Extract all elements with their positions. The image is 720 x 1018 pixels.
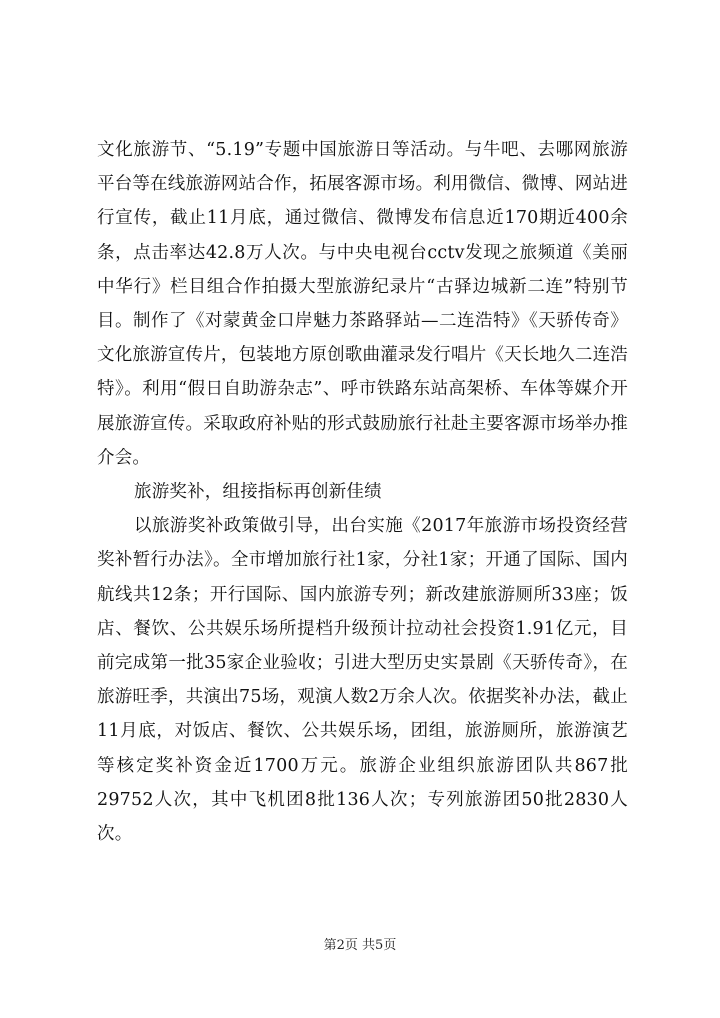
page-number-footer: 第2页 共5页: [323, 938, 397, 953]
document-body: [97, 133, 628, 851]
paragraph-subsidy-results: 以旅游奖补政策做引导，出台实施《2017年旅游市场投资经营奖补暂行办法》。全市增加旅行社1家，分社1家；开通了国际、国内航线共12条；开行国际、国内旅游专列；新改建旅游厕所33座；饭店、餐饮、公共娱乐场所提档升级预计拉动社会投资1.91亿元，目前完成第一批35家企业验收；引进大型历史实景剧《天骄传奇》，在旅游旺季，共演出75场，观演人数2万余人次。依据奖补办法，截止11月底，对饭店、餐饮、公共娱乐场，团组，旅游厕所，旅游演艺等核定奖补资金近1700万元。旅游企业组织旅游团队共867批29752人次，其中飞机团8批136人次；专列旅游团50批2830人次。: [97, 516, 628, 845]
section-heading-tourism-subsidy: 旅游奖补，组接指标再创新佳绩: [134, 482, 382, 503]
paragraph-promotion: 文化旅游节、“5.19”专题中国旅游日等活动。与牛吧、去哪网旅游平台等在线旅游网站合作，拓展客源市场。利用微信、微博、网站进行宣传，截止11月底，通过微信、微博发布信息近170期近400余条，点击率达42.8万人次。与中央电视台cctv发现之旅频道《美丽中华行》栏目组合作拍摄大型旅游纪录片“古驿边城新二连”特别节目。制作了《对蒙黄金口岸魅力茶路驿站—二连浩特》《天骄传奇》文化旅游宣传片，包装地方原创歌曲灌录发行唱片《天长地久二连浩特》。利用“假日自助游杂志”、呼市铁路东站高架桥、车体等媒介开展旅游宣传。采取政府补贴的形式鼓励旅行社赴主要客源市场举办推介会。: [97, 140, 628, 468]
